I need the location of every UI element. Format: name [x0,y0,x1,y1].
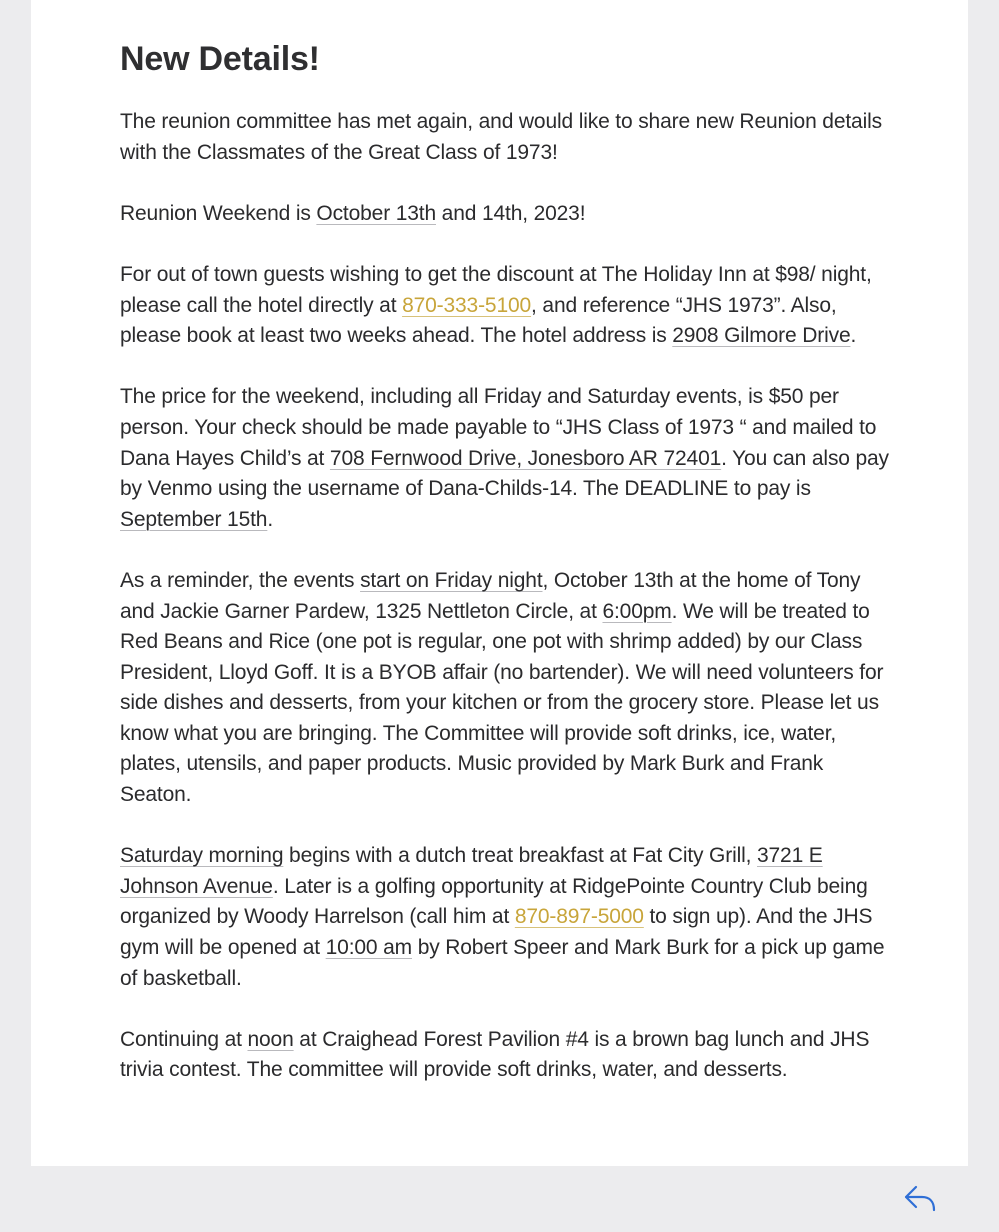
paragraph-price [120,382,890,535]
paragraph-reunion-weekend [120,199,890,230]
paragraph-noon-lunch [120,1025,890,1086]
paragraph-friday-events [120,566,890,811]
text-run: by Robert Speer and Mark Burk for a pick up game of basketball. [120,936,885,990]
text-run: . [267,507,274,531]
text-run: . Later is a golfing opportunity at RidgePointe Country Club being organized by Woody Harrelson (call him at [120,874,868,929]
bottom-toolbar [31,1166,968,1232]
text-run: at Craighead Forest Pavilion #4 is a brown bag lunch and JHS trivia contest. The committee will provide soft drinks, water, and desserts. [120,1027,870,1082]
hotel-phone-link[interactable]: 870-333-5100 [402,293,532,317]
date-link-october-13[interactable]: October 13th [316,201,436,225]
text-run: . [850,324,857,348]
text-run: Reunion Weekend is [120,201,317,225]
message-body [120,40,890,1117]
saturday-morning-link[interactable]: Saturday morning [120,844,284,868]
friday-night-link[interactable]: start on Friday night [360,568,543,592]
text-run: For out of town guests wishing to get the discount at The Holiday Inn at $98/ night, please call the hotel directly at [120,262,872,317]
text-run: , October 13th at the home of Tony and Jackie Garner Pardew, 1325 Nettleton Circle, at [120,568,861,623]
paragraph-intro [120,107,890,168]
friday-time-link[interactable]: 6:00pm [602,599,672,623]
page-title: New Details! [120,40,320,78]
paragraph-hotel [120,260,890,352]
paragraph-saturday-events [120,841,890,994]
deadline-date-link[interactable]: September 15th [120,507,268,531]
hotel-address-link[interactable]: 2908 Gilmore Drive [672,324,851,348]
text-run: The price for the weekend, including all Friday and Saturday events, is $50 per person. Your check should be made payable to “JHS Class of 1973 “ and mailed to Dana Hayes Child’s at [120,385,877,470]
mailing-address-link[interactable]: 708 Fernwood Drive, Jonesboro AR 72401 [329,446,722,470]
reply-arrow-icon [903,1183,937,1213]
gym-time-link[interactable]: 10:00 am [325,936,413,960]
text-run: Continuing at [120,1027,248,1051]
text-run: . You can also pay by Venmo using the username of Dana-Childs-14. The DEADLINE to pay is [120,446,889,501]
text-run: to sign up). And the JHS gym will be opened at [120,905,873,960]
intro-text: The reunion committee has met again, and would like to share new Reunion details with the Classmates of the Great Class of 1973! [120,110,882,164]
text-run: and 14th, 2023! [436,201,586,225]
text-run: . We will be treated to Red Beans and Rice (one pot is regular, one pot with shrimp added) by our Class President, Lloyd Goff. It is a BYOB affair (no bartender). We will need volunteers for side dishes and desserts, from your kitchen or from the grocery store. Please let us know what you are bringing. The Committee will provide soft drinks, ice, water, plates, utensils, and paper products. Music provided by Mark Burk and Frank Seaton. [120,599,884,807]
reply-button[interactable] [902,1180,938,1216]
golf-phone-link[interactable]: 870-897-5000 [514,905,644,929]
text-run: , and reference “JHS 1973”. Also, please book at least two weeks ahead. The hotel address is [120,293,837,348]
grill-address-link[interactable]: 3721 E Johnson Avenue [120,844,823,898]
text-run: begins with a dutch treat breakfast at Fat City Grill, [283,844,757,868]
text-run: As a reminder, the events [120,568,361,592]
email-page [31,0,968,1166]
noon-time-link[interactable]: noon [247,1027,294,1051]
